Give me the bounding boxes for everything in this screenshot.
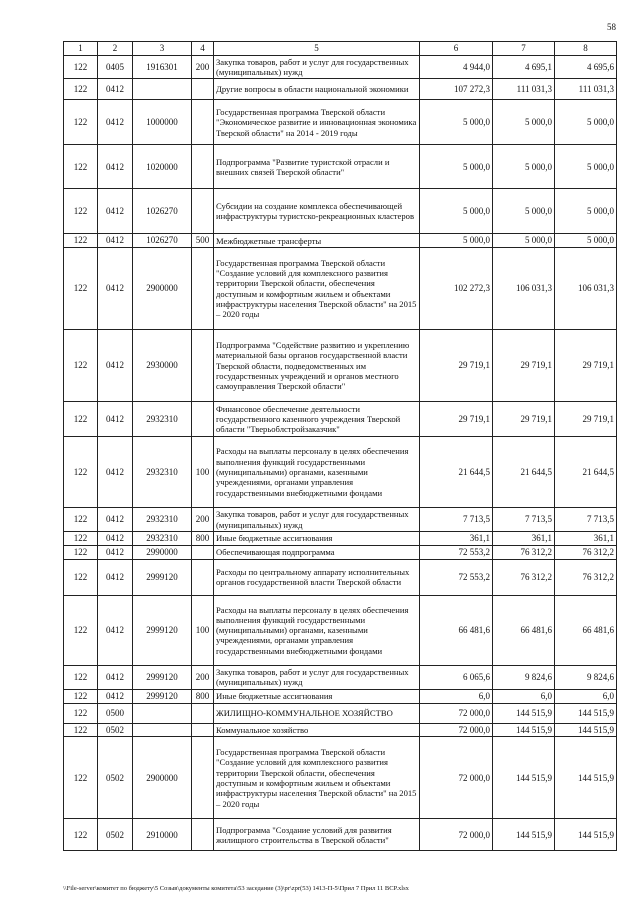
file-path-footer: \\File-server\комитет по бюджету\5 Созыв\документы комитета\53 заседание (3)\pr\zpr(53) 1413-П-5\Прил 7 Прил 11 ВСР.xlsx	[63, 885, 409, 892]
target-article-cell: 2999120	[133, 665, 192, 689]
amount-year1-cell: 72 000,0	[420, 819, 493, 851]
expense-type-cell: 200	[192, 55, 214, 79]
column-header: 2	[98, 42, 133, 56]
amount-year1-cell: 5 000,0	[420, 145, 493, 189]
section-code-cell: 0412	[98, 234, 133, 248]
description-cell: Подпрограмма "Содействие развитию и укреплению материальной базы органов государственной власти Тверской области, подведомственных им государственных учреждений и органов местного самоуправления Тверской области"	[214, 330, 420, 402]
amount-year1-cell: 6 065,6	[420, 665, 493, 689]
table-row	[64, 100, 617, 145]
amount-year1-cell: 72 000,0	[420, 723, 493, 737]
table-row	[64, 665, 617, 689]
target-article-cell: 2999120	[133, 595, 192, 665]
description-cell: Расходы по центральному аппарату исполнительных органов государственной власти Тверской области	[214, 559, 420, 595]
column-header: 1	[64, 42, 98, 56]
expense-type-cell: 200	[192, 665, 214, 689]
target-article-cell: 2932310	[133, 508, 192, 532]
table-row	[64, 703, 617, 723]
target-article-cell: 1916301	[133, 55, 192, 79]
amount-year3-cell: 144 515,9	[555, 723, 617, 737]
section-code-cell: 0412	[98, 595, 133, 665]
ministry-code-cell: 122	[64, 402, 98, 437]
description-cell: ЖИЛИЩНО-КОММУНАЛЬНОЕ ХОЗЯЙСТВО	[214, 703, 420, 723]
expense-type-cell	[192, 100, 214, 145]
target-article-cell: 1000000	[133, 100, 192, 145]
amount-year3-cell: 76 312,2	[555, 546, 617, 560]
amount-year1-cell: 5 000,0	[420, 100, 493, 145]
ministry-code-cell: 122	[64, 532, 98, 546]
description-cell: Иные бюджетные ассигнования	[214, 532, 420, 546]
expense-type-cell	[192, 145, 214, 189]
amount-year2-cell: 144 515,9	[493, 819, 555, 851]
section-code-cell: 0412	[98, 532, 133, 546]
description-cell: Закупка товаров, работ и услуг для государственных (муниципальных) нужд	[214, 508, 420, 532]
table-row	[64, 508, 617, 532]
description-cell: Закупка товаров, работ и услуг для государственных (муниципальных) нужд	[214, 665, 420, 689]
amount-year1-cell: 72 553,2	[420, 546, 493, 560]
amount-year3-cell: 29 719,1	[555, 402, 617, 437]
amount-year2-cell: 29 719,1	[493, 402, 555, 437]
target-article-cell: 2999120	[133, 559, 192, 595]
amount-year1-cell: 29 719,1	[420, 330, 493, 402]
amount-year1-cell: 5 000,0	[420, 234, 493, 248]
target-article-cell: 2900000	[133, 737, 192, 819]
amount-year1-cell: 6,0	[420, 689, 493, 703]
amount-year1-cell: 72 000,0	[420, 737, 493, 819]
expense-type-cell	[192, 402, 214, 437]
amount-year3-cell: 9 824,6	[555, 665, 617, 689]
section-code-cell: 0412	[98, 402, 133, 437]
table-row	[64, 546, 617, 560]
description-cell: Финансовое обеспечение деятельности государственного казенного учреждения Тверской области "Тверьоблстройзаказчик"	[214, 402, 420, 437]
amount-year3-cell: 5 000,0	[555, 100, 617, 145]
description-cell: Расходы на выплаты персоналу в целях обеспечения выполнения функций государственными (муниципальными) органами, казенными учреждениями, органами управления государственными внебюджетными фондами	[214, 437, 420, 508]
section-code-cell: 0412	[98, 508, 133, 532]
table-row	[64, 737, 617, 819]
amount-year3-cell: 144 515,9	[555, 703, 617, 723]
section-code-cell: 0412	[98, 330, 133, 402]
amount-year3-cell: 21 644,5	[555, 437, 617, 508]
ministry-code-cell: 122	[64, 689, 98, 703]
ministry-code-cell: 122	[64, 595, 98, 665]
section-code-cell: 0502	[98, 819, 133, 851]
amount-year2-cell: 9 824,6	[493, 665, 555, 689]
expense-type-cell: 800	[192, 532, 214, 546]
ministry-code-cell: 122	[64, 55, 98, 79]
expense-type-cell: 500	[192, 234, 214, 248]
expense-type-cell	[192, 546, 214, 560]
expense-type-cell	[192, 79, 214, 100]
ministry-code-cell: 122	[64, 330, 98, 402]
amount-year2-cell: 76 312,2	[493, 559, 555, 595]
table-row	[64, 248, 617, 330]
amount-year2-cell: 4 695,1	[493, 55, 555, 79]
amount-year3-cell: 66 481,6	[555, 595, 617, 665]
target-article-cell: 2900000	[133, 248, 192, 330]
table-row	[64, 330, 617, 402]
target-article-cell: 2930000	[133, 330, 192, 402]
amount-year3-cell: 6,0	[555, 689, 617, 703]
table-row	[64, 819, 617, 851]
description-cell: Закупка товаров, работ и услуг для государственных (муниципальных) нужд	[214, 55, 420, 79]
section-code-cell: 0412	[98, 559, 133, 595]
amount-year1-cell: 66 481,6	[420, 595, 493, 665]
table-row	[64, 723, 617, 737]
section-code-cell: 0412	[98, 189, 133, 234]
target-article-cell: 1020000	[133, 145, 192, 189]
column-number-row	[64, 42, 617, 56]
expense-type-cell: 100	[192, 595, 214, 665]
expense-type-cell	[192, 703, 214, 723]
amount-year2-cell: 7 713,5	[493, 508, 555, 532]
description-cell: Подпрограмма "Развитие туристской отрасли и внешних связей Тверской области"	[214, 145, 420, 189]
amount-year2-cell: 21 644,5	[493, 437, 555, 508]
target-article-cell	[133, 79, 192, 100]
table-row	[64, 559, 617, 595]
ministry-code-cell: 122	[64, 248, 98, 330]
amount-year3-cell: 29 719,1	[555, 330, 617, 402]
amount-year1-cell: 107 272,3	[420, 79, 493, 100]
ministry-code-cell: 122	[64, 665, 98, 689]
table-row	[64, 402, 617, 437]
amount-year1-cell: 361,1	[420, 532, 493, 546]
amount-year1-cell: 102 272,3	[420, 248, 493, 330]
amount-year2-cell: 361,1	[493, 532, 555, 546]
column-header: 7	[493, 42, 555, 56]
description-cell: Иные бюджетные ассигнования	[214, 689, 420, 703]
target-article-cell: 2932310	[133, 402, 192, 437]
target-article-cell: 2910000	[133, 819, 192, 851]
amount-year1-cell: 72 553,2	[420, 559, 493, 595]
section-code-cell: 0412	[98, 437, 133, 508]
amount-year3-cell: 4 695,6	[555, 55, 617, 79]
ministry-code-cell: 122	[64, 819, 98, 851]
amount-year2-cell: 66 481,6	[493, 595, 555, 665]
column-header: 4	[192, 42, 214, 56]
section-code-cell: 0502	[98, 737, 133, 819]
column-header: 8	[555, 42, 617, 56]
amount-year3-cell: 144 515,9	[555, 819, 617, 851]
expense-type-cell	[192, 330, 214, 402]
expense-type-cell: 100	[192, 437, 214, 508]
amount-year2-cell: 6,0	[493, 689, 555, 703]
amount-year1-cell: 4 944,0	[420, 55, 493, 79]
table-row	[64, 55, 617, 79]
section-code-cell: 0412	[98, 665, 133, 689]
amount-year2-cell: 106 031,3	[493, 248, 555, 330]
table-row	[64, 79, 617, 100]
ministry-code-cell: 122	[64, 703, 98, 723]
ministry-code-cell: 122	[64, 559, 98, 595]
section-code-cell: 0412	[98, 145, 133, 189]
ministry-code-cell: 122	[64, 737, 98, 819]
column-header: 5	[214, 42, 420, 56]
amount-year3-cell: 5 000,0	[555, 189, 617, 234]
amount-year3-cell: 144 515,9	[555, 737, 617, 819]
description-cell: Расходы на выплаты персоналу в целях обеспечения выполнения функций государственными (муниципальными) органами, казенными учреждениями, органами управления государственными внебюджетными фондами	[214, 595, 420, 665]
table-row	[64, 595, 617, 665]
amount-year3-cell: 76 312,2	[555, 559, 617, 595]
section-code-cell: 0405	[98, 55, 133, 79]
target-article-cell: 1026270	[133, 234, 192, 248]
table-row	[64, 189, 617, 234]
amount-year2-cell: 5 000,0	[493, 145, 555, 189]
amount-year3-cell: 361,1	[555, 532, 617, 546]
target-article-cell: 2932310	[133, 532, 192, 546]
amount-year2-cell: 76 312,2	[493, 546, 555, 560]
expense-type-cell: 200	[192, 508, 214, 532]
table-row	[64, 689, 617, 703]
target-article-cell: 1026270	[133, 189, 192, 234]
ministry-code-cell: 122	[64, 79, 98, 100]
description-cell: Другие вопросы в области национальной экономики	[214, 79, 420, 100]
amount-year1-cell: 21 644,5	[420, 437, 493, 508]
expense-type-cell	[192, 559, 214, 595]
ministry-code-cell: 122	[64, 546, 98, 560]
amount-year1-cell: 29 719,1	[420, 402, 493, 437]
section-code-cell: 0412	[98, 689, 133, 703]
amount-year3-cell: 106 031,3	[555, 248, 617, 330]
amount-year2-cell: 144 515,9	[493, 703, 555, 723]
table-row	[64, 437, 617, 508]
amount-year1-cell: 7 713,5	[420, 508, 493, 532]
ministry-code-cell: 122	[64, 437, 98, 508]
description-cell: Государственная программа Тверской области "Создание условий для комплексного развития территории Тверской области, обеспечения доступным и комфортным жильем и объектами инфраструктуры населения Тверской области" на 2015 – 2020 годы	[214, 737, 420, 819]
expense-type-cell	[192, 737, 214, 819]
section-code-cell: 0412	[98, 79, 133, 100]
ministry-code-cell: 122	[64, 189, 98, 234]
ministry-code-cell: 122	[64, 145, 98, 189]
description-cell: Обеспечивающая подпрограмма	[214, 546, 420, 560]
amount-year3-cell: 5 000,0	[555, 234, 617, 248]
section-code-cell: 0500	[98, 703, 133, 723]
column-header: 3	[133, 42, 192, 56]
amount-year2-cell: 29 719,1	[493, 330, 555, 402]
page-number: 58	[607, 22, 616, 32]
section-code-cell: 0502	[98, 723, 133, 737]
target-article-cell	[133, 723, 192, 737]
table-row	[64, 234, 617, 248]
amount-year2-cell: 144 515,9	[493, 737, 555, 819]
ministry-code-cell: 122	[64, 508, 98, 532]
amount-year3-cell: 7 713,5	[555, 508, 617, 532]
amount-year2-cell: 5 000,0	[493, 189, 555, 234]
expense-type-cell	[192, 189, 214, 234]
budget-table	[63, 41, 617, 851]
table-row	[64, 145, 617, 189]
amount-year1-cell: 5 000,0	[420, 189, 493, 234]
column-header: 6	[420, 42, 493, 56]
target-article-cell	[133, 703, 192, 723]
amount-year2-cell: 144 515,9	[493, 723, 555, 737]
target-article-cell: 2932310	[133, 437, 192, 508]
description-cell: Субсидии на создание комплекса обеспечивающей инфраструктуры туристско-рекреационных кластеров	[214, 189, 420, 234]
expense-type-cell	[192, 248, 214, 330]
expense-type-cell	[192, 723, 214, 737]
amount-year2-cell: 5 000,0	[493, 234, 555, 248]
amount-year3-cell: 5 000,0	[555, 145, 617, 189]
amount-year2-cell: 111 031,3	[493, 79, 555, 100]
description-cell: Межбюджетные трансферты	[214, 234, 420, 248]
ministry-code-cell: 122	[64, 723, 98, 737]
expense-type-cell: 800	[192, 689, 214, 703]
description-cell: Коммунальное хозяйство	[214, 723, 420, 737]
target-article-cell: 2990000	[133, 546, 192, 560]
amount-year1-cell: 72 000,0	[420, 703, 493, 723]
description-cell: Государственная программа Тверской области "Экономическое развитие и инновационная экономика Тверской области" на 2014 - 2019 годы	[214, 100, 420, 145]
section-code-cell: 0412	[98, 248, 133, 330]
target-article-cell: 2999120	[133, 689, 192, 703]
description-cell: Подпрограмма "Создание условий для развития жилищного строительства в Тверской области"	[214, 819, 420, 851]
amount-year2-cell: 5 000,0	[493, 100, 555, 145]
expense-type-cell	[192, 819, 214, 851]
description-cell: Государственная программа Тверской области "Создание условий для комплексного развития территории Тверской области, обеспечения доступным и комфортным жильем и объектами инфраструктуры населения Тверской области" на 2015 – 2020 годы	[214, 248, 420, 330]
ministry-code-cell: 122	[64, 100, 98, 145]
table-row	[64, 532, 617, 546]
amount-year3-cell: 111 031,3	[555, 79, 617, 100]
section-code-cell: 0412	[98, 100, 133, 145]
ministry-code-cell: 122	[64, 234, 98, 248]
section-code-cell: 0412	[98, 546, 133, 560]
